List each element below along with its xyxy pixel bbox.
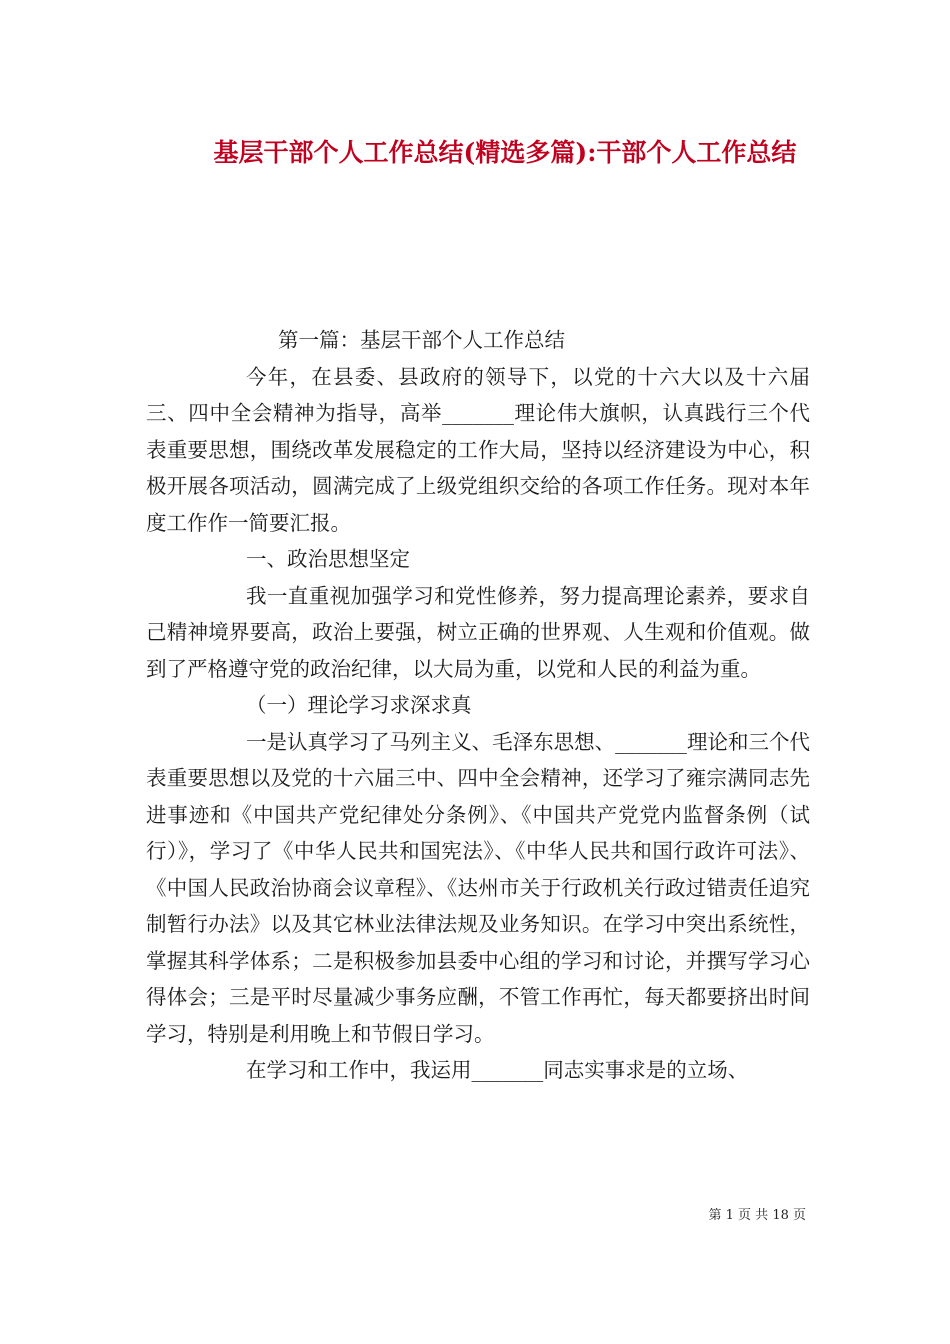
paragraph-continuation: 在学习和工作中，我运用_______同志实事求是的立场、 — [246, 1058, 749, 1082]
section-title: 第一篇：基层干部个人工作总结 — [278, 328, 565, 352]
document-body — [146, 322, 810, 1089]
heading-political: 一、政治思想坚定 — [246, 547, 410, 571]
page-number: 第 1 页 共 18 页 — [708, 1208, 806, 1223]
paragraph-political: 我一直重视加强学习和党性修养，努力提高理论素养，要求自己精神境界要高，政治上要强，树立正确的世界观、人生观和价值观。做到了严格遵守党的政治纪律，以大局为重，以党和人民的利益为重。 — [146, 583, 810, 681]
paragraph-theory-study: 一是认真学习了马列主义、毛泽东思想、_______理论和三个代表重要思想以及党的十六届三中、四中全会精神，还学习了雍宗满同志先进事迹和《中国共产党纪律处分条例》、《中国共产党党内监督条例（试行）》，学习了《中华人民共和国宪法》、《中华人民共和国行政许可法》、《中国人民政治协商会议章程》、《达州市关于行政机关行政过错责任追究制暂行办法》以及其它林业法律法规及业务知识。在学习中突出系统性，掌握其科学体系；二是积极参加县委中心组的学习和讨论，并撰写学习心得体会；三是平时尽量减少事务应酬，不管工作再忙，每天都要挤出时间学习，特别是利用晚上和节假日学习。 — [146, 729, 810, 1046]
subheading-theory-study: （一）理论学习求深求真 — [246, 693, 472, 717]
document-title: 基层干部个人工作总结(精选多篇):干部个人工作总结 — [213, 138, 797, 167]
paragraph-intro: 今年，在县委、县政府的领导下，以党的十六大以及十六届三、四中全会精神为指导，高举_______理论伟大旗帜，认真践行三个代表重要思想，围绕改革发展稳定的工作大局，坚持以经济建设为中心，积极开展各项活动，圆满完成了上级党组织交给的各项工作任务。现对本年度工作作一简要汇报。 — [146, 364, 810, 535]
